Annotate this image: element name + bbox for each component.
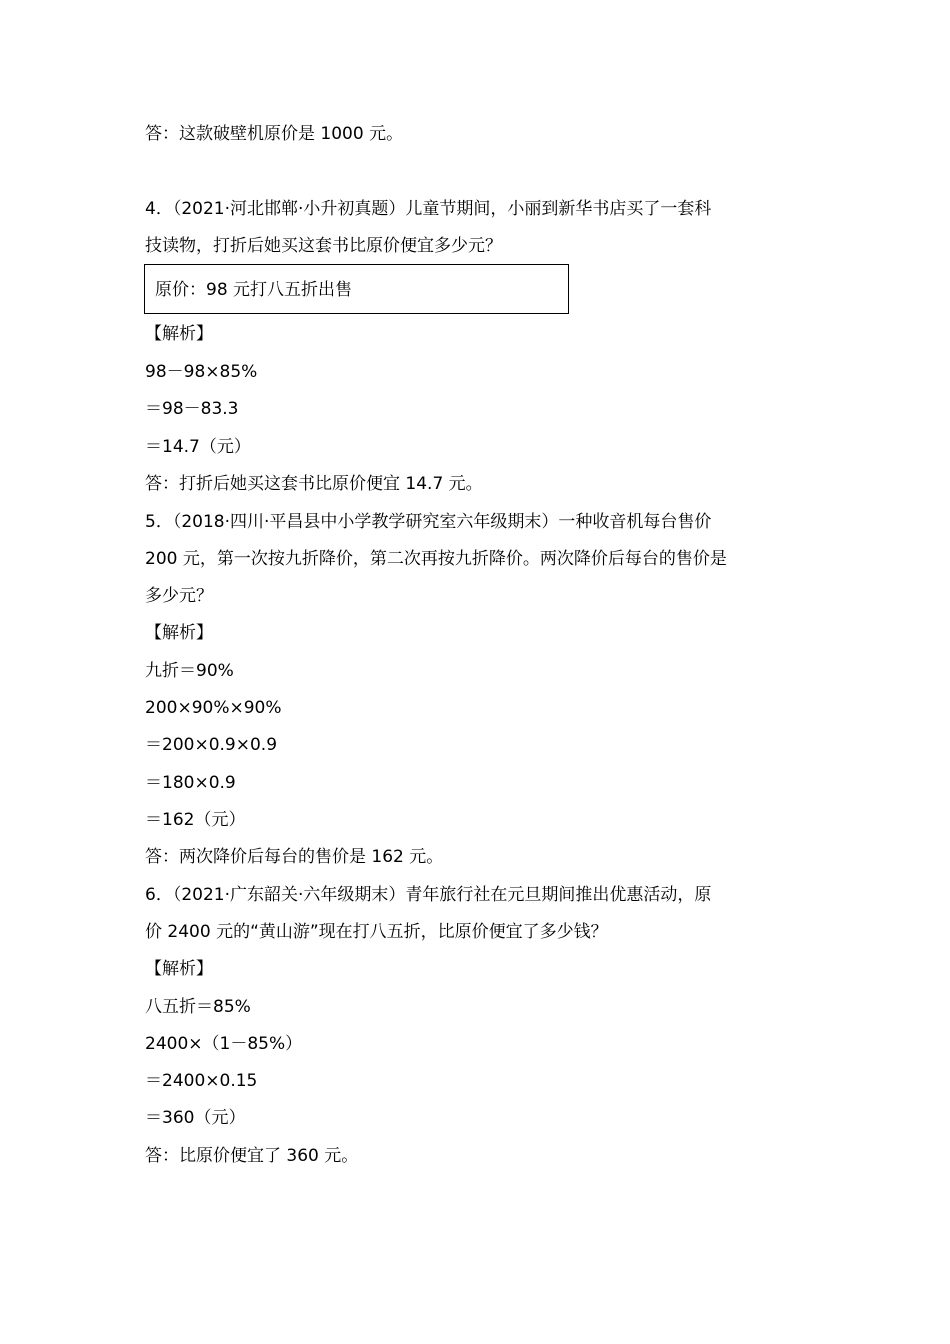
q4-price-text: 原价：98 元打八五折出售 — [155, 280, 353, 300]
q6-question-line-2: 价 2400 元的“黄山游”现在打八五折，比原价便宜了多少钱？ — [145, 922, 608, 942]
q4-question-line-1: 4．（2021·河北邯郸·小升初真题）儿童节期间，小丽到新华书店买了一套科 — [145, 199, 712, 219]
q6-step-1: 八五折＝85% — [145, 997, 251, 1017]
q5-answer: 答：两次降价后每台的售价是 162 元。 — [145, 847, 444, 867]
q4-step-1: 98－98×85% — [145, 362, 258, 382]
q4-analysis-label: 【解析】 — [145, 324, 213, 344]
q6-step-4: ＝360（元） — [145, 1108, 246, 1128]
q5-step-5: ＝162（元） — [145, 810, 246, 830]
q5-step-4: ＝180×0.9 — [145, 773, 236, 793]
q5-step-2: 200×90%×90% — [145, 698, 282, 718]
q5-step-1: 九折＝90% — [145, 661, 234, 681]
q6-answer: 答：比原价便宜了 360 元。 — [145, 1146, 359, 1166]
q5-question-line-2: 200 元，第一次按九折降价，第二次再按九折降价。两次降价后每台的售价是 — [145, 549, 727, 569]
q6-question-line-1: 6．（2021·广东韶关·六年级期末）青年旅行社在元旦期间推出优惠活动，原 — [145, 885, 712, 905]
q4-answer: 答：打折后她买这套书比原价便宜 14.7 元。 — [145, 474, 483, 494]
q4-step-3: ＝14.7（元） — [145, 437, 251, 457]
q6-analysis-label: 【解析】 — [145, 959, 213, 979]
q5-question-line-3: 多少元？ — [145, 586, 213, 606]
q5-analysis-label: 【解析】 — [145, 623, 213, 643]
q4-question-line-2: 技读物，打折后她买这套书比原价便宜多少元？ — [145, 236, 502, 256]
q5-question-line-1: 5．（2018·四川·平昌县中小学教学研究室六年级期末）一种收音机每台售价 — [145, 512, 712, 532]
q5-step-3: ＝200×0.9×0.9 — [145, 735, 278, 755]
q4-price-box — [144, 264, 569, 314]
q4-step-2: ＝98－83.3 — [145, 399, 239, 419]
prev-answer: 答：这款破壁机原价是 1000 元。 — [145, 124, 404, 144]
q6-step-2: 2400×（1－85%） — [145, 1034, 303, 1054]
q6-step-3: ＝2400×0.15 — [145, 1071, 258, 1091]
